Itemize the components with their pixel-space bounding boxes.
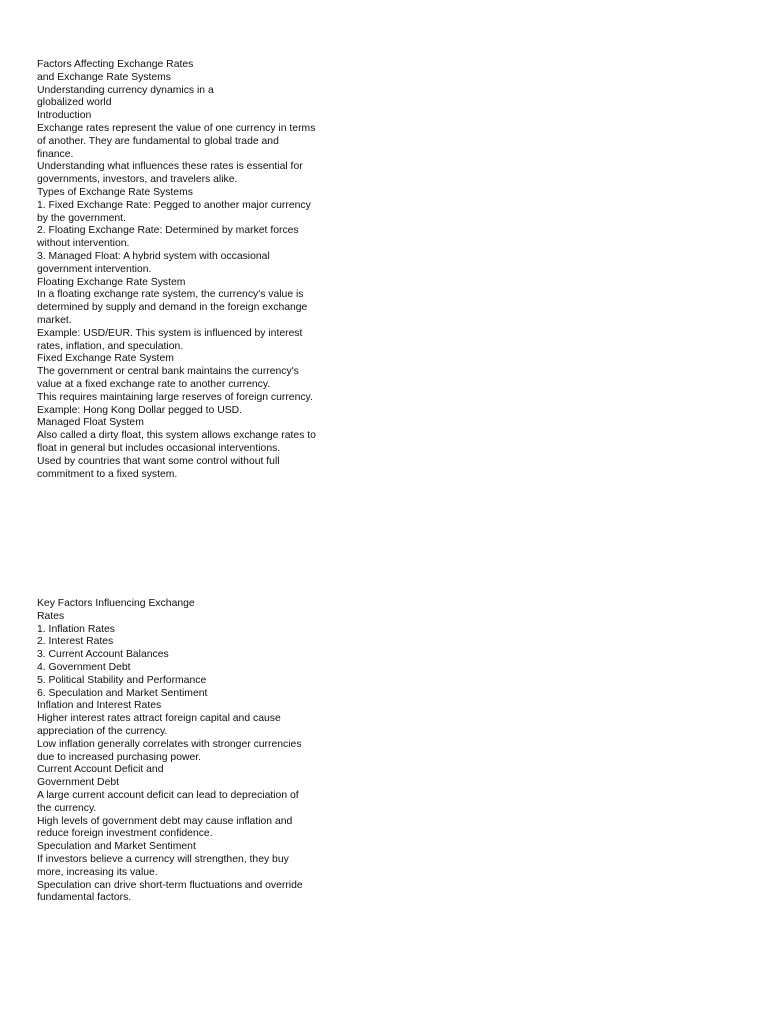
body-text-line: Higher interest rates attract foreign capital and cause: [37, 713, 281, 725]
body-text-line: High levels of government debt may cause inflation and: [37, 815, 293, 827]
body-text-line: Used by countries that want some control without full: [37, 455, 280, 467]
body-text-line: rates, inflation, and speculation.: [37, 340, 184, 352]
body-text-line: float in general but includes occasional interventions.: [37, 442, 281, 454]
heading-current-account-debt: Government Debt: [37, 777, 120, 789]
body-text-line: If investors believe a currency will strengthen, they buy: [37, 853, 289, 865]
list-item-line: 2. Floating Exchange Rate: Determined by market forces: [37, 225, 299, 237]
body-text-line: the currency.: [37, 802, 97, 814]
list-item-line: 1. Inflation Rates: [37, 623, 115, 635]
heading-speculation-sentiment: Speculation and Market Sentiment: [37, 841, 196, 853]
body-text-line: Speculation can drive short-term fluctuations and override: [37, 879, 303, 891]
body-text-line: more, increasing its value.: [37, 866, 158, 878]
list-item-line: 3. Managed Float: A hybrid system with occasional: [37, 250, 270, 262]
body-text-line: The government or central bank maintains the currency's: [37, 366, 299, 378]
list-item-line: 2. Interest Rates: [37, 636, 114, 648]
list-item-line: 1. Fixed Exchange Rate: Pegged to another major currency: [37, 199, 311, 211]
body-text-line: commitment to a fixed system.: [37, 468, 178, 480]
body-text-line: A large current account deficit can lead to depreciation of: [37, 789, 299, 801]
body-text-line: determined by supply and demand in the foreign exchange: [37, 302, 308, 314]
list-item-line: 6. Speculation and Market Sentiment: [37, 687, 208, 699]
subtitle-line: Understanding currency dynamics in a: [37, 84, 214, 96]
body-text-line: This requires maintaining large reserves of foreign currency.: [37, 391, 313, 403]
list-item-line: 4. Government Debt: [37, 661, 131, 673]
body-text-line: governments, investors, and travelers alike.: [37, 174, 238, 186]
heading-current-account-debt: Current Account Deficit and: [37, 764, 164, 776]
body-text-line: reduce foreign investment confidence.: [37, 828, 213, 840]
document-title-line: Factors Affecting Exchange Rates: [37, 59, 194, 70]
body-text-line: value at a fixed exchange rate to another currency.: [37, 378, 271, 390]
body-text-line: market.: [37, 314, 72, 326]
heading-inflation-interest: Inflation and Interest Rates: [37, 700, 162, 712]
body-text-line: Low inflation generally correlates with stronger currencies: [37, 738, 302, 750]
body-text-line: finance.: [37, 148, 74, 160]
body-text-line: due to increased purchasing power.: [37, 751, 202, 763]
heading-introduction: Introduction: [37, 110, 92, 122]
body-text-line: fundamental factors.: [37, 892, 132, 904]
body-text-line: Also called a dirty float, this system allows exchange rates to: [37, 430, 316, 442]
heading-managed-float-system: Managed Float System: [37, 417, 144, 429]
body-text-line: In a floating exchange rate system, the currency's value is: [37, 289, 304, 301]
body-text-line: Example: USD/EUR. This system is influenced by interest: [37, 327, 303, 339]
heading-floating-system: Floating Exchange Rate System: [37, 276, 186, 288]
heading-types-of-systems: Types of Exchange Rate Systems: [37, 186, 193, 198]
key-factors-section: [37, 598, 337, 905]
document-title-line: and Exchange Rate Systems: [37, 71, 171, 83]
list-item-line: without intervention.: [37, 238, 130, 250]
list-item-line: government intervention.: [37, 263, 152, 275]
heading-fixed-system: Fixed Exchange Rate System: [37, 353, 174, 365]
list-item-line: by the government.: [37, 212, 126, 224]
subtitle-line: globalized world: [37, 97, 112, 109]
body-text-line: Understanding what influences these rates is essential for: [37, 161, 303, 173]
list-item-line: 3. Current Account Balances: [37, 649, 169, 661]
section-title-line: Key Factors Influencing Exchange: [37, 598, 195, 609]
body-text-line: Example: Hong Kong Dollar pegged to USD.: [37, 404, 243, 416]
list-item-line: 5. Political Stability and Performance: [37, 674, 207, 686]
exchange-rate-systems-section: [37, 59, 337, 481]
body-text-line: appreciation of the currency.: [37, 725, 168, 737]
body-text-line: Exchange rates represent the value of one currency in terms: [37, 122, 316, 134]
body-text-line: of another. They are fundamental to global trade and: [37, 135, 279, 147]
section-title-line: Rates: [37, 610, 65, 622]
